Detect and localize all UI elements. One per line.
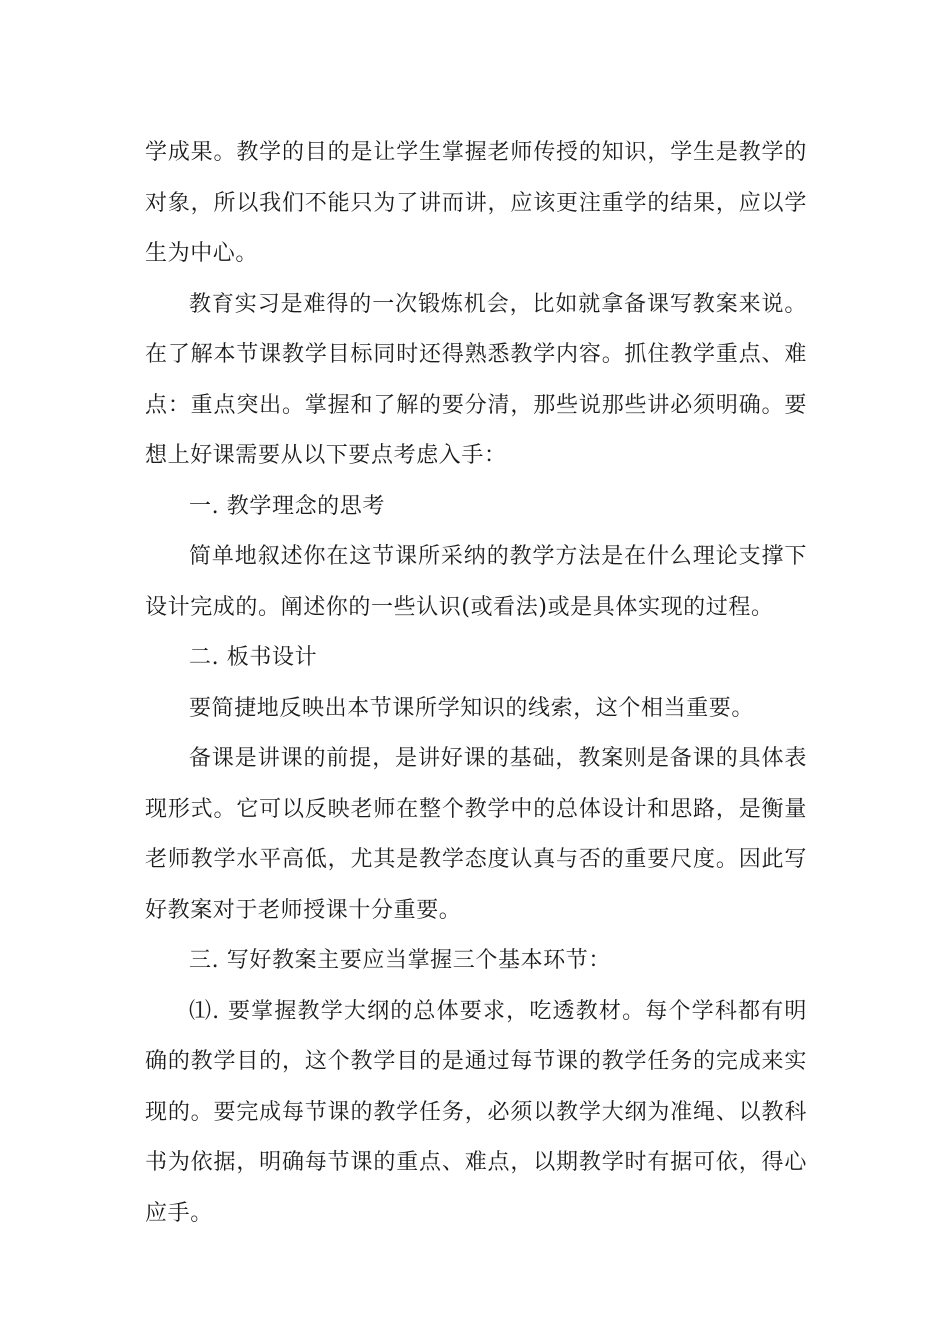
section-heading-2: 二. 板书设计 [189,645,318,670]
paragraph-syllabus: ⑴. 要掌握教学大纲的总体要求，吃透教材。每个学科都有明确的教学目的，这个教学目的是通过每节课的教学任务的完成来实现的。要完成每节课的教学任务，必须以教学大纲为准绳、以教科书为依据，明确每节课的重点、难点，以期教学时有据可依，得心应手。 [145,998,807,1226]
paragraph-board-design: 要简捷地反映出本节课所学知识的线索，这个相当重要。 [189,695,755,721]
paragraph-continued: 学成果。教学的目的是让学生掌握老师传授的知识，学生是教学的对象，所以我们不能只为了讲而讲，应该更注重学的结果，应以学生为中心。 [145,140,807,266]
paragraph-teaching-practice: 教育实习是难得的一次锻炼机会，比如就拿备课写教案来说。在了解本节课教学目标同时还得熟悉教学内容。抓住教学重点、难点：重点突出。掌握和了解的要分清，那些说那些讲必须明确。要想上好课需要从以下要点考虑入手： [145,291,807,468]
section-heading-3: 三. 写好教案主要应当掌握三个基本环节： [189,948,611,973]
document-body [145,128,807,1239]
paragraph-teaching-method: 简单地叙述你在这节课所采纳的教学方法是在什么理论支撑下设计完成的。阐述你的一些认识(或看法)或是具体实现的过程。 [145,544,807,620]
section-heading-1: 一. 教学理念的思考 [189,493,385,519]
paragraph-lesson-prep: 备课是讲课的前提，是讲好课的基础，教案则是备课的具体表现形式。它可以反映老师在整个教学中的总体设计和思路，是衡量老师教学水平高低，尤其是教学态度认真与否的重要尺度。因此写好教案对于老师授课十分重要。 [145,746,807,923]
